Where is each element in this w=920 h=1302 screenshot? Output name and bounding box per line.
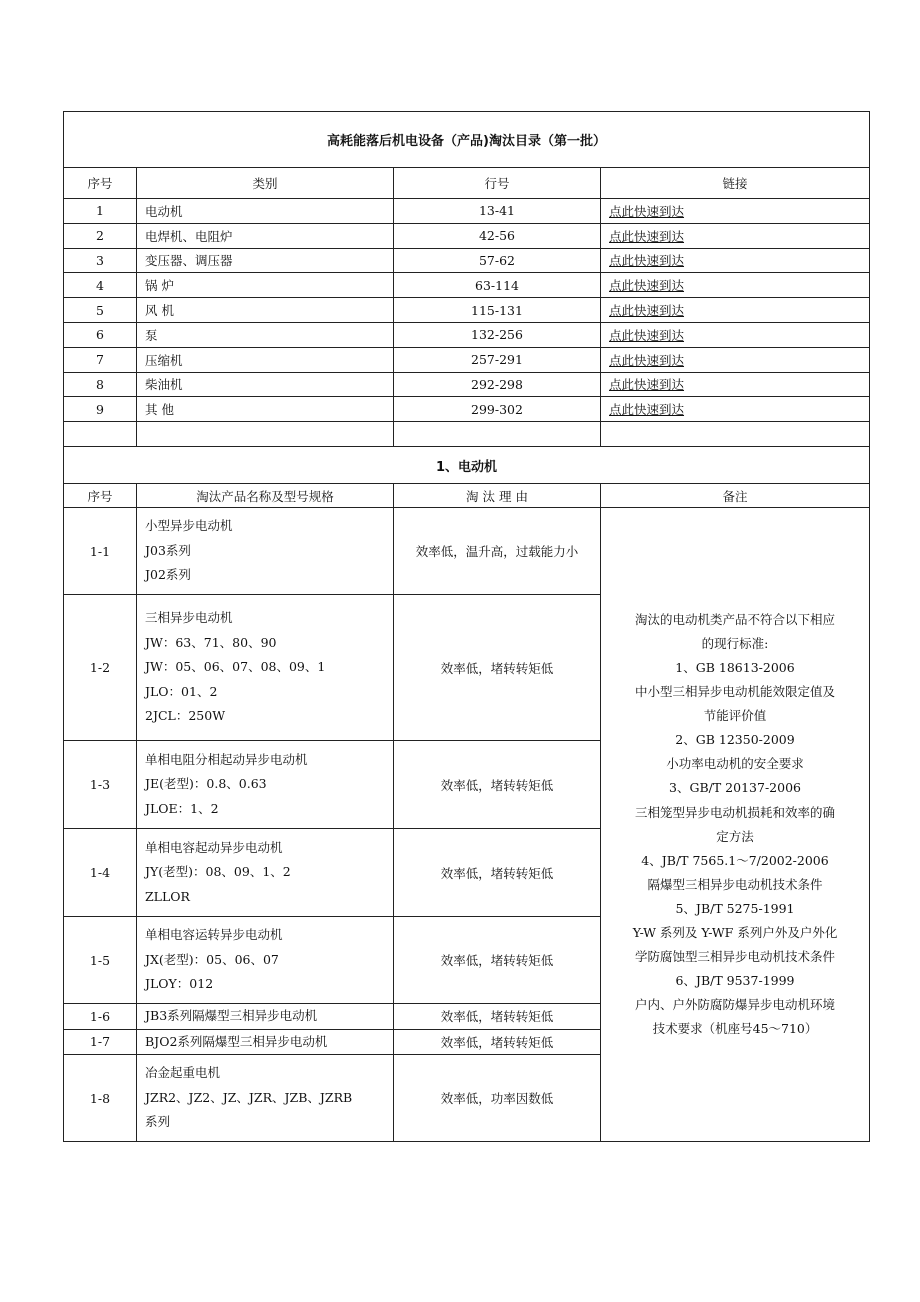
index-row	[64, 248, 870, 273]
index-row	[64, 347, 870, 372]
quick-jump-link[interactable]: 点此快速到达	[609, 327, 685, 343]
product-no: 1-4	[64, 829, 137, 917]
section-title: 1、电动机	[64, 447, 870, 484]
product-name	[137, 917, 394, 1004]
index-no: 5	[64, 298, 137, 323]
index-link-cell	[601, 397, 870, 422]
index-lines: 257-291	[394, 347, 601, 372]
index-link-cell	[601, 199, 870, 224]
remark-line: 技术要求（机座号45～710）	[652, 1021, 818, 1037]
product-name-line: JW：63、71、80、90	[145, 634, 277, 650]
index-row	[64, 322, 870, 347]
section-header-row	[64, 484, 870, 508]
quick-jump-link[interactable]: 点此快速到达	[609, 352, 685, 368]
index-row	[64, 273, 870, 298]
header-reason: 淘 汰 理 由	[394, 484, 601, 508]
product-no: 1-1	[64, 508, 137, 595]
index-row	[64, 298, 870, 323]
product-name-line: JLOY：012	[145, 976, 214, 992]
catalog-table	[63, 111, 870, 1142]
index-link-cell	[601, 347, 870, 372]
title-row	[64, 112, 870, 168]
quick-jump-link[interactable]: 点此快速到达	[609, 228, 685, 244]
product-no: 1-3	[64, 741, 137, 829]
empty-cell	[601, 422, 870, 447]
product-no: 1-2	[64, 595, 137, 741]
index-lines: 299-302	[394, 397, 601, 422]
header-link: 链接	[601, 168, 870, 199]
index-no: 6	[64, 322, 137, 347]
index-no: 8	[64, 372, 137, 397]
remark-cell	[601, 508, 870, 1142]
remark-line: 学防腐蚀型三相异步电动机技术条件	[635, 949, 836, 965]
header-lines: 行号	[394, 168, 601, 199]
index-lines: 292-298	[394, 372, 601, 397]
product-name	[137, 1029, 394, 1055]
product-name-line: JY(老型)：08、09、1、2	[145, 864, 291, 880]
remark-line: Y-W 系列及 Y-WF 系列户外及户外化	[632, 925, 838, 941]
product-name-line: ZLLOR	[145, 888, 190, 904]
product-name-line: J02系列	[145, 567, 191, 583]
product-reason: 效率低，堵转转矩低	[394, 917, 601, 1004]
product-name-line: JW：05、06、07、08、09、1	[145, 659, 326, 675]
index-category: 锅 炉	[137, 273, 394, 298]
product-name-line: 小型异步电动机	[145, 518, 233, 534]
quick-jump-link[interactable]: 点此快速到达	[609, 377, 685, 393]
remark-line: 5、JB/T 5275-1991	[675, 900, 795, 916]
empty-cell	[394, 422, 601, 447]
remark-line: 定方法	[716, 828, 754, 844]
product-name-line: JZR2、JZ2、JZ、JZR、JZB、JZRB	[145, 1089, 353, 1105]
product-name-line: JB3系列隔爆型三相异步电动机	[145, 1008, 318, 1024]
product-reason: 效率低，堵转转矩低	[394, 741, 601, 829]
header-remark: 备注	[601, 484, 870, 508]
product-reason: 效率低，堵转转矩低	[394, 595, 601, 741]
index-link-cell	[601, 372, 870, 397]
product-name	[137, 829, 394, 917]
index-link-cell	[601, 322, 870, 347]
index-header-row	[64, 168, 870, 199]
header-category: 类别	[137, 168, 394, 199]
index-row	[64, 223, 870, 248]
index-category: 压缩机	[137, 347, 394, 372]
product-reason: 效率低，堵转转矩低	[394, 1029, 601, 1055]
index-lines: 57-62	[394, 248, 601, 273]
header-product: 淘汰产品名称及型号规格	[137, 484, 394, 508]
remark-line: 3、GB/T 20137-2006	[669, 780, 801, 796]
remark-line: 三相笼型异步电动机损耗和效率的确	[635, 804, 836, 820]
quick-jump-link[interactable]: 点此快速到达	[609, 402, 685, 418]
remark-line: 4、JB/T 7565.1～7/2002-2006	[641, 852, 829, 868]
product-reason: 效率低，堵转转矩低	[394, 829, 601, 917]
index-no: 9	[64, 397, 137, 422]
product-no: 1-5	[64, 917, 137, 1004]
remark-line: 的现行标准:	[701, 635, 769, 651]
product-name-line: JE(老型)：0.8、0.63	[145, 776, 267, 792]
header-no: 序号	[64, 168, 137, 199]
index-no: 4	[64, 273, 137, 298]
product-name	[137, 508, 394, 595]
product-name-line: JLO：01、2	[145, 683, 218, 699]
product-reason: 效率低，功率因数低	[394, 1055, 601, 1142]
product-name-line: 2JCL：250W	[145, 708, 226, 724]
product-name	[137, 1004, 394, 1030]
index-link-cell	[601, 223, 870, 248]
product-no: 1-6	[64, 1004, 137, 1030]
index-link-cell	[601, 298, 870, 323]
quick-jump-link[interactable]: 点此快速到达	[609, 203, 685, 219]
remark-line: 2、GB 12350-2009	[675, 732, 795, 748]
index-category: 泵	[137, 322, 394, 347]
empty-cell	[64, 422, 137, 447]
remark-line: 淘汰的电动机类产品不符合以下相应	[635, 611, 836, 627]
index-no: 1	[64, 199, 137, 224]
product-name	[137, 1055, 394, 1142]
product-name-line: 冶金起重电机	[145, 1065, 221, 1081]
index-lines: 42-56	[394, 223, 601, 248]
remark-line: 隔爆型三相异步电动机技术条件	[647, 876, 823, 892]
section-title-row	[64, 447, 870, 484]
index-category: 变压器、调压器	[137, 248, 394, 273]
product-name-line: 单相电容起动异步电动机	[145, 839, 283, 855]
index-category: 柴油机	[137, 372, 394, 397]
index-no: 3	[64, 248, 137, 273]
index-lines: 63-114	[394, 273, 601, 298]
index-lines: 115-131	[394, 298, 601, 323]
quick-jump-link[interactable]: 点此快速到达	[609, 253, 685, 269]
product-name-line: JX(老型)：05、06、07	[145, 951, 279, 967]
index-category: 电动机	[137, 199, 394, 224]
product-no: 1-7	[64, 1029, 137, 1055]
product-name-line: J03系列	[145, 542, 191, 558]
remark-line: 6、JB/T 9537-1999	[675, 973, 795, 989]
quick-jump-link[interactable]: 点此快速到达	[609, 303, 685, 319]
product-name	[137, 741, 394, 829]
index-lines: 13-41	[394, 199, 601, 224]
index-row	[64, 397, 870, 422]
product-row	[64, 508, 870, 595]
index-row	[64, 199, 870, 224]
header-no: 序号	[64, 484, 137, 508]
index-category: 其 他	[137, 397, 394, 422]
remark-line: 户内、户外防腐防爆异步电动机环境	[635, 997, 836, 1013]
index-no: 7	[64, 347, 137, 372]
remark-line: 小功率电动机的安全要求	[666, 756, 804, 772]
index-category: 风 机	[137, 298, 394, 323]
index-no: 2	[64, 223, 137, 248]
product-no: 1-8	[64, 1055, 137, 1142]
empty-cell	[137, 422, 394, 447]
index-link-cell	[601, 273, 870, 298]
product-name-line: 三相异步电动机	[145, 610, 233, 626]
remark-line: 节能评价值	[703, 708, 767, 724]
product-name-line: 单相电容运转异步电动机	[145, 927, 283, 943]
product-name-line: 单相电阻分相起动异步电动机	[145, 751, 308, 767]
product-name-line: 系列	[145, 1114, 171, 1130]
index-row	[64, 372, 870, 397]
index-category: 电焊机、电阻炉	[137, 223, 394, 248]
remark-line: 1、GB 18613-2006	[675, 660, 795, 676]
product-name-line: BJO2系列隔爆型三相异步电动机	[145, 1033, 328, 1049]
product-name	[137, 595, 394, 741]
quick-jump-link[interactable]: 点此快速到达	[609, 278, 685, 294]
index-link-cell	[601, 248, 870, 273]
product-reason: 效率低，堵转转矩低	[394, 1004, 601, 1030]
product-reason: 效率低，温升高，过载能力小	[394, 508, 601, 595]
remark-line: 中小型三相异步电动机能效限定值及	[635, 684, 836, 700]
page-title: 高耗能落后机电设备（产品)淘汰目录（第一批）	[64, 112, 870, 168]
index-lines: 132-256	[394, 322, 601, 347]
product-name-line: JLOE：1、2	[145, 800, 219, 816]
empty-row	[64, 422, 870, 447]
